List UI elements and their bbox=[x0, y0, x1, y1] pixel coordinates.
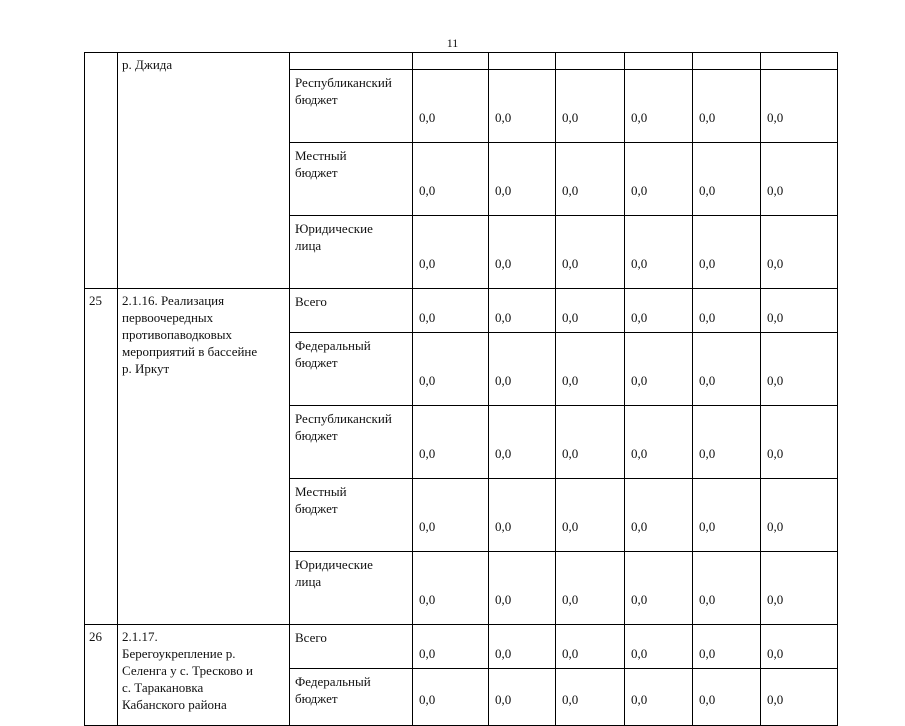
value-cell: 0,0 bbox=[625, 216, 693, 289]
row-number-cell: 26 bbox=[85, 625, 118, 726]
value-cell: 0,0 bbox=[625, 143, 693, 216]
value-cell: 0,0 bbox=[625, 333, 693, 406]
value-cell: 0,0 bbox=[625, 289, 693, 333]
value-cell: 0,0 bbox=[556, 70, 625, 143]
source-label: Республиканский bbox=[295, 411, 392, 426]
measure-name-line: мероприятий в бассейне bbox=[122, 344, 258, 359]
measure-name-cell bbox=[118, 53, 290, 289]
value-cell bbox=[693, 53, 761, 70]
value-cell: 0,0 bbox=[556, 625, 625, 669]
value-cell: 0,0 bbox=[413, 669, 489, 726]
source-label: Республиканский bbox=[295, 75, 392, 90]
measure-name-line: р. Джида bbox=[122, 57, 173, 72]
value-cell: 0,0 bbox=[693, 406, 761, 479]
value-cell: 0,0 bbox=[693, 479, 761, 552]
value-cell: 0,0 bbox=[761, 289, 838, 333]
value-cell bbox=[556, 53, 625, 70]
value-cell: 0,0 bbox=[761, 669, 838, 726]
value-cell: 0,0 bbox=[556, 669, 625, 726]
source-label: Местный bbox=[295, 148, 347, 163]
value-cell: 0,0 bbox=[761, 70, 838, 143]
row-number-cell: 25 bbox=[85, 289, 118, 625]
source-label: бюджет bbox=[295, 165, 338, 180]
value-cell: 0,0 bbox=[489, 669, 556, 726]
measure-name-line: Берегоукрепление р. bbox=[122, 646, 236, 661]
value-cell: 0,0 bbox=[693, 333, 761, 406]
value-cell: 0,0 bbox=[413, 406, 489, 479]
value-cell: 0,0 bbox=[761, 625, 838, 669]
source-label: Юридические bbox=[295, 557, 373, 572]
value-cell: 0,0 bbox=[556, 479, 625, 552]
value-cell: 0,0 bbox=[625, 70, 693, 143]
value-cell: 0,0 bbox=[693, 552, 761, 625]
value-cell: 0,0 bbox=[761, 333, 838, 406]
value-cell: 0,0 bbox=[556, 406, 625, 479]
value-cell: 0,0 bbox=[489, 143, 556, 216]
value-cell: 0,0 bbox=[761, 406, 838, 479]
value-cell: 0,0 bbox=[556, 552, 625, 625]
page-number: 11 bbox=[446, 36, 459, 50]
value-cell: 0,0 bbox=[489, 70, 556, 143]
source-label: бюджет bbox=[295, 428, 338, 443]
value-cell: 0,0 bbox=[625, 625, 693, 669]
measure-name-line: 2.1.17. bbox=[122, 629, 158, 644]
source-label: Всего bbox=[295, 294, 327, 309]
value-cell: 0,0 bbox=[413, 479, 489, 552]
value-cell: 0,0 bbox=[761, 216, 838, 289]
value-cell: 0,0 bbox=[489, 333, 556, 406]
value-cell: 0,0 bbox=[489, 479, 556, 552]
value-cell: 0,0 bbox=[625, 479, 693, 552]
value-cell: 0,0 bbox=[693, 625, 761, 669]
table-row bbox=[85, 625, 838, 669]
source-cell bbox=[290, 552, 413, 625]
table-row bbox=[85, 289, 838, 333]
value-cell: 0,0 bbox=[413, 552, 489, 625]
source-label: лица bbox=[295, 574, 322, 589]
measure-name-line: р. Иркут bbox=[122, 361, 170, 376]
value-cell: 0,0 bbox=[413, 143, 489, 216]
value-cell: 0,0 bbox=[625, 552, 693, 625]
value-cell: 0,0 bbox=[693, 289, 761, 333]
source-cell bbox=[290, 406, 413, 479]
table-row bbox=[85, 53, 838, 70]
source-cell bbox=[290, 479, 413, 552]
source-label: бюджет bbox=[295, 92, 338, 107]
measure-name-line: первоочередных bbox=[122, 310, 214, 325]
source-cell bbox=[290, 289, 413, 333]
value-cell: 0,0 bbox=[761, 143, 838, 216]
measure-name-line: противопаводковых bbox=[122, 327, 233, 342]
value-cell: 0,0 bbox=[489, 216, 556, 289]
measure-name-line: с. Таракановка bbox=[122, 680, 204, 695]
value-cell: 0,0 bbox=[413, 289, 489, 333]
source-label: бюджет bbox=[295, 501, 338, 516]
source-cell bbox=[290, 625, 413, 669]
value-cell: 0,0 bbox=[556, 143, 625, 216]
value-cell bbox=[489, 53, 556, 70]
value-cell: 0,0 bbox=[556, 216, 625, 289]
value-cell bbox=[625, 53, 693, 70]
source-cell bbox=[290, 216, 413, 289]
value-cell: 0,0 bbox=[693, 70, 761, 143]
value-cell: 0,0 bbox=[413, 625, 489, 669]
source-label: Федеральный bbox=[295, 338, 371, 353]
value-cell: 0,0 bbox=[413, 216, 489, 289]
value-cell: 0,0 bbox=[625, 406, 693, 479]
value-cell: 0,0 bbox=[489, 625, 556, 669]
measure-name-cell bbox=[118, 289, 290, 625]
value-cell: 0,0 bbox=[413, 70, 489, 143]
source-label: бюджет bbox=[295, 355, 338, 370]
value-cell: 0,0 bbox=[556, 289, 625, 333]
source-cell bbox=[290, 53, 413, 70]
measure-name-line: Кабанского района bbox=[122, 697, 227, 712]
value-cell: 0,0 bbox=[761, 479, 838, 552]
value-cell: 0,0 bbox=[413, 333, 489, 406]
value-cell: 0,0 bbox=[556, 333, 625, 406]
source-label: Местный bbox=[295, 484, 347, 499]
source-cell bbox=[290, 143, 413, 216]
value-cell: 0,0 bbox=[761, 552, 838, 625]
measure-name-line: Селенга у с. Тресково и bbox=[122, 663, 253, 678]
value-cell bbox=[413, 53, 489, 70]
source-label: Юридические bbox=[295, 221, 373, 236]
measure-name-line: 2.1.16. Реализация bbox=[122, 293, 225, 308]
budget-table bbox=[84, 52, 838, 726]
row-number-cell bbox=[85, 53, 118, 289]
value-cell: 0,0 bbox=[489, 289, 556, 333]
value-cell: 0,0 bbox=[693, 143, 761, 216]
value-cell: 0,0 bbox=[625, 669, 693, 726]
source-cell bbox=[290, 669, 413, 726]
source-label: Всего bbox=[295, 630, 327, 645]
value-cell bbox=[761, 53, 838, 70]
source-cell bbox=[290, 70, 413, 143]
value-cell: 0,0 bbox=[489, 552, 556, 625]
source-label: бюджет bbox=[295, 691, 338, 706]
value-cell: 0,0 bbox=[693, 669, 761, 726]
value-cell: 0,0 bbox=[489, 406, 556, 479]
value-cell: 0,0 bbox=[693, 216, 761, 289]
source-label: Федеральный bbox=[295, 674, 371, 689]
source-cell bbox=[290, 333, 413, 406]
source-label: лица bbox=[295, 238, 322, 253]
